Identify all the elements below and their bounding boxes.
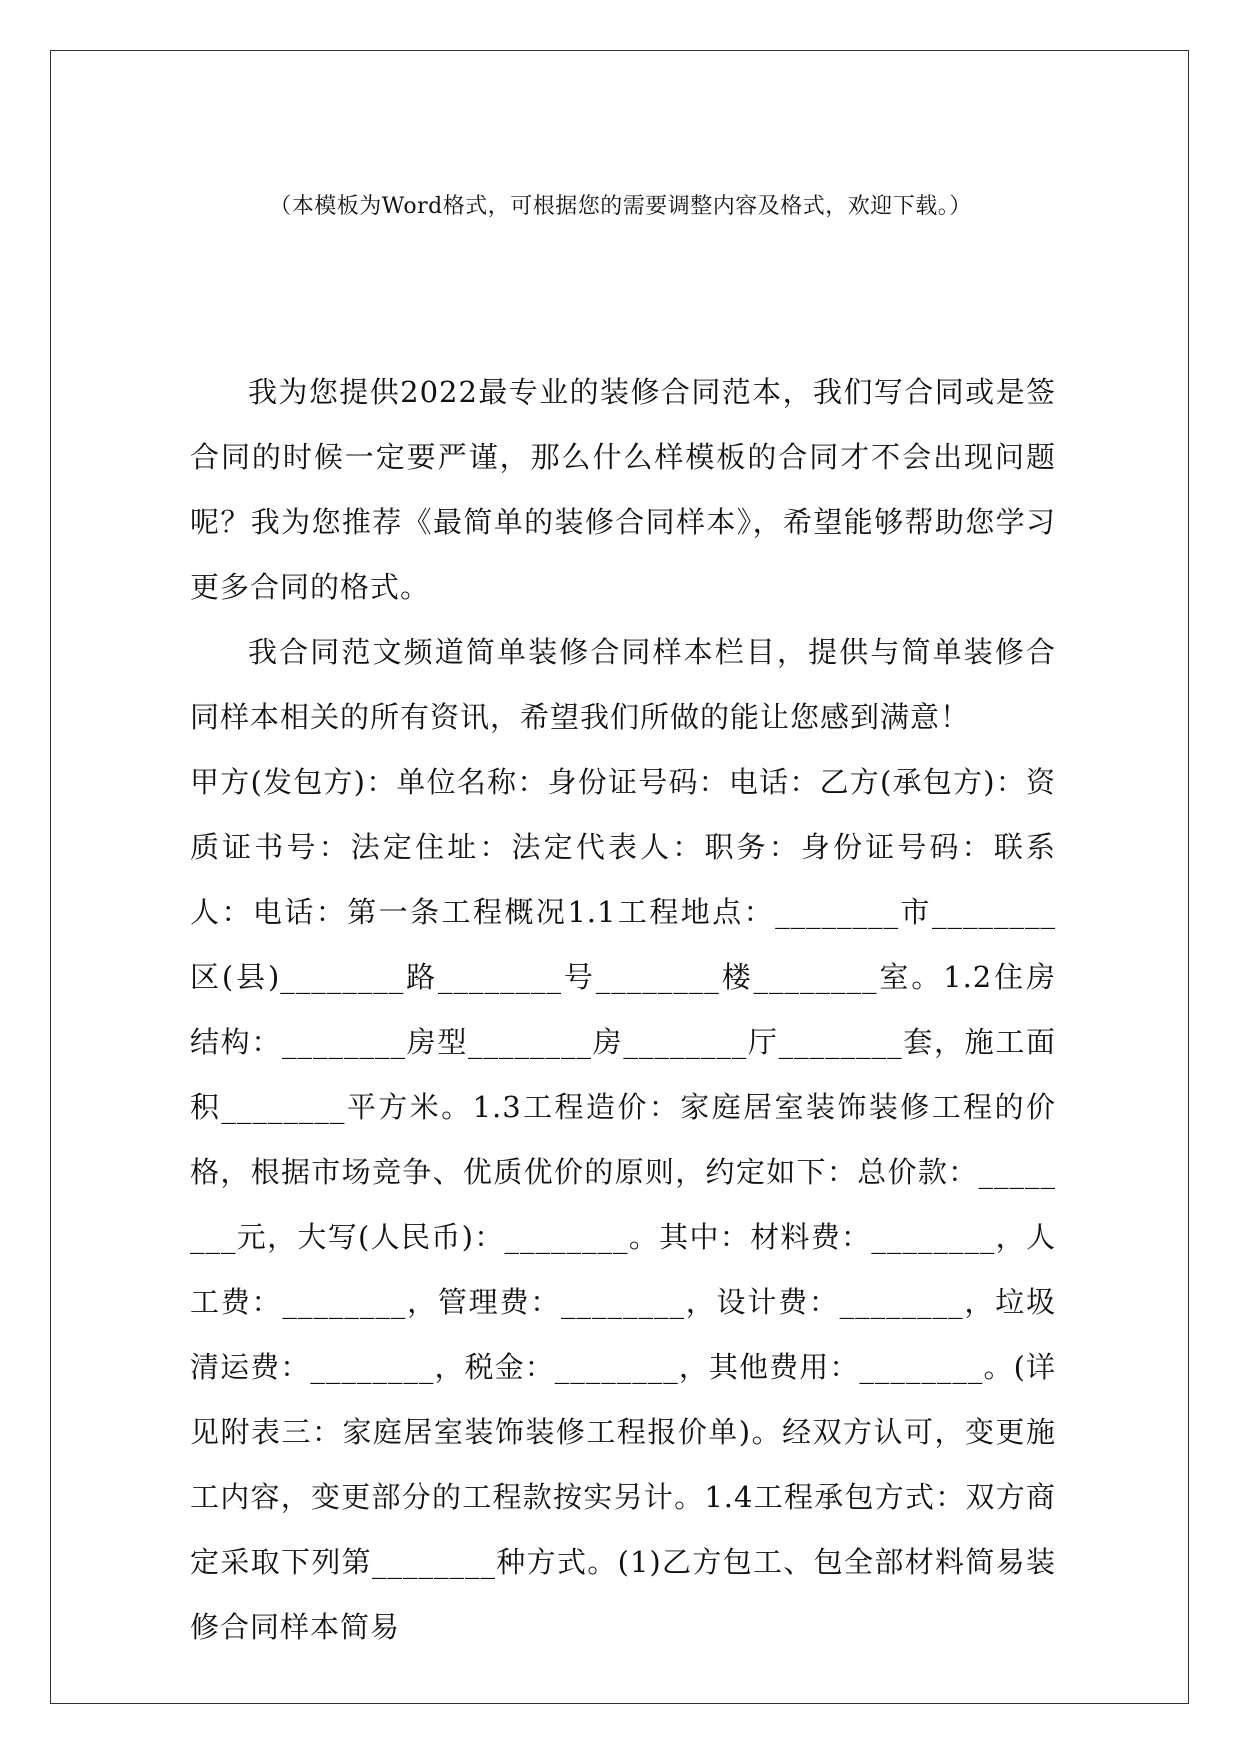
paragraph-contract-terms: 甲方(发包方)：单位名称：身份证号码：电话：乙方(承包方)：资质证书号：法定住址：法定代表人：职务：身份证号码：联系人：电话：第一条工程概况1.1工程地点：________市________区(县)________路________号________楼________室。1.2住房结构：________房型________房________厅________套，施工面积________平方米。1.3工程造价：家庭居室装饰装修工程的价格，根据市场竞争、优质优价的原则，约定如下：总价款：________元，大写(人民币)：________。其中：材料费：________，人工费：________，管理费：________，设计费：________，垃圾清运费：________，税金：________，其他费用：________。(详见附表三：家庭居室装饰装修工程报价单)。经双方认可，变更施工内容，变更部分的工程款按实另计。1.4工程承包方式：双方商定采取下列第________种方式。(1)乙方包工、包全部材料简易装修合同样本简易 (190, 765, 1056, 1644)
template-note: （本模板为Word格式，可根据您的需要调整内容及格式，欢迎下载。） (269, 194, 972, 219)
paragraph-channel: 我合同范文频道简单装修合同样本栏目，提供与简单装修合同样本相关的所有资讯，希望我们所做的能让您感到满意！ (190, 635, 1056, 734)
paragraph-intro: 我为您提供2022最专业的装修合同范本，我们写合同或是签合同的时候一定要严谨，那么什么样模板的合同才不会出现问题呢？我为您推荐《最简单的装修合同样本》，希望能够帮助您学习更多合同的格式。 (190, 375, 1056, 604)
document-body (190, 360, 1056, 1660)
